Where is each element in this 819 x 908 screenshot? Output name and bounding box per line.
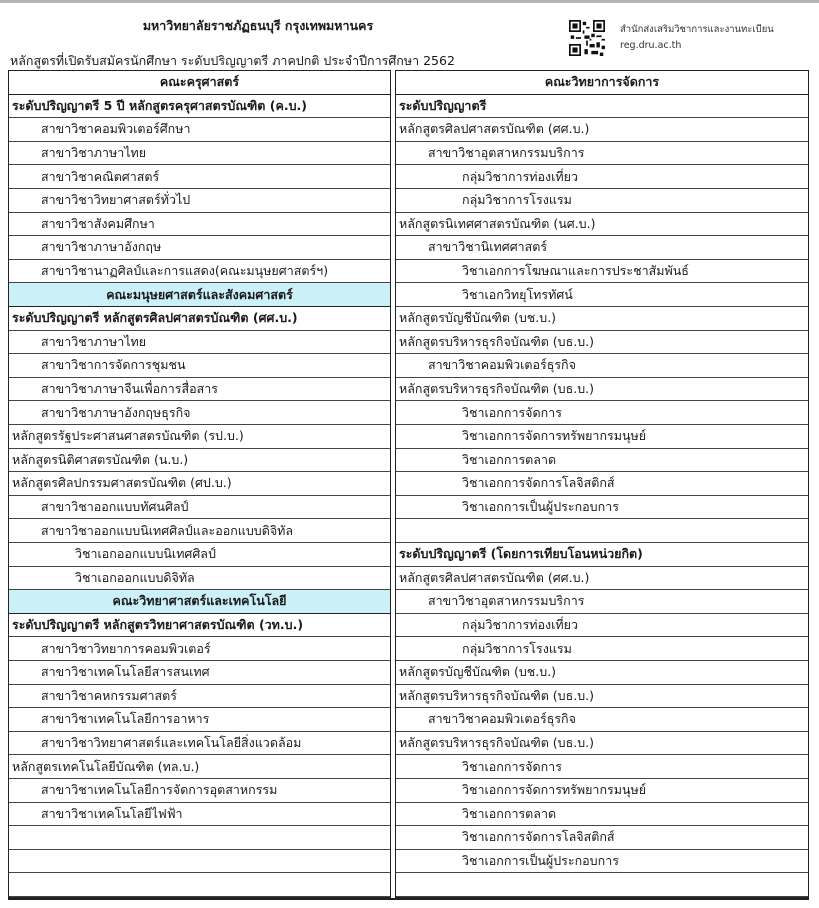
right-row-text: วิชาเอกวิทยุโทรทัศน์ <box>462 286 573 302</box>
right-program-row <box>396 236 808 260</box>
right-program-row <box>396 826 808 850</box>
right-row-text: วิชาเอกการตลาด <box>462 451 557 467</box>
right-program-column <box>395 70 809 898</box>
left-program-row <box>9 236 390 260</box>
right-program-row <box>396 590 808 614</box>
left-row-text: คณะครุศาสตร์ <box>159 74 240 90</box>
qr-code-icon <box>569 20 605 56</box>
right-program-row <box>396 260 808 284</box>
right-program-row <box>396 732 808 756</box>
right-row-text: หลักสูตรบริหารธุรกิจบัณฑิต (บธ.บ.) <box>399 381 594 397</box>
left-row-text: วิชาเอกออกแบบดิจิทัล <box>75 569 195 585</box>
left-row-text: สาขาวิชาวิทยาศาสตร์และเทคโนโลยีสิ่งแวดล้อม <box>41 735 302 751</box>
left-degree-level-row <box>9 307 390 331</box>
left-row-text: หลักสูตรนิติศาสตรบัณฑิต (น.บ.) <box>12 451 189 467</box>
right-row-text: วิชาเอกการเป็นผู้ประกอบการ <box>462 853 619 869</box>
left-row-text: สาขาวิชาภาษาอังกฤษ <box>41 239 162 255</box>
right-program-row <box>396 708 808 732</box>
left-program-row <box>9 165 390 189</box>
left-program-row <box>9 354 390 378</box>
left-row-text: คณะมนุษยศาสตร์และสังคมศาสตร์ <box>106 286 293 302</box>
right-row-text: หลักสูตรบัญชีบัณฑิต (บช.บ.) <box>399 310 557 326</box>
left-program-row <box>9 803 390 827</box>
left-faculty-header <box>9 283 390 307</box>
left-program-row <box>9 567 390 591</box>
left-row-text: สาขาวิชาสังคมศึกษา <box>41 215 155 231</box>
right-row-text: สาขาวิชาอุตสาหกรรมบริการ <box>428 145 585 161</box>
left-degree-level-row <box>9 95 390 119</box>
right-row-text: สาขาวิชาคอมพิวเตอร์ธุรกิจ <box>428 357 576 373</box>
left-blank-row <box>9 850 390 874</box>
left-blank-row <box>9 826 390 850</box>
document-subtitle: หลักสูตรที่เปิดรับสมัครนักศึกษา ระดับปริญญาตรี ภาคปกติ ประจำปีการศึกษา 2562 <box>10 53 455 68</box>
right-row-text: ระดับปริญญาตรี (โดยการเทียบโอนหน่วยกิต) <box>399 546 643 562</box>
right-program-row <box>396 283 808 307</box>
right-row-text: หลักสูตรนิเทศศาสตรบัณฑิต (นศ.บ.) <box>399 215 596 231</box>
bottom-border <box>8 898 809 900</box>
right-row-text: วิชาเอกการจัดการทรัพยากรมนุษย์ <box>462 782 647 798</box>
left-program-row <box>9 260 390 284</box>
left-row-text: ระดับปริญญาตรี 5 ปี หลักสูตรครุศาสตรบัณฑิต (ค.บ.) <box>12 97 307 113</box>
left-program-row <box>9 779 390 803</box>
right-row-text: สาขาวิชาอุตสาหกรรมบริการ <box>428 593 585 609</box>
right-program-row <box>396 803 808 827</box>
left-program-row <box>9 401 390 425</box>
left-program-row <box>9 543 390 567</box>
right-program-row <box>396 567 808 591</box>
right-program-row <box>396 307 808 331</box>
left-program-row <box>9 425 390 449</box>
right-row-text: หลักสูตรศิลปศาสตรบัณฑิต (ศศ.บ.) <box>399 569 590 585</box>
left-program-row <box>9 449 390 473</box>
top-border <box>0 0 819 3</box>
right-program-row <box>396 449 808 473</box>
right-program-row <box>396 850 808 874</box>
right-row-text: กลุ่มวิชาการโรงแรม <box>462 192 572 208</box>
left-faculty-header <box>9 590 390 614</box>
right-degree-level-row <box>396 543 808 567</box>
document-header <box>8 8 813 68</box>
left-row-text: สาขาวิชาออกแบบนิเทศศิลป์และออกแบบดิจิทัล <box>41 522 294 538</box>
left-faculty-header <box>9 71 390 95</box>
left-row-text: วิชาเอกออกแบบนิเทศศิลป์ <box>75 546 216 562</box>
right-program-row <box>396 755 808 779</box>
right-row-text: กลุ่มวิชาการท่องเที่ยว <box>462 168 578 184</box>
right-row-text: สาขาวิชาคอมพิวเตอร์ธุรกิจ <box>428 711 576 727</box>
left-row-text: สาขาวิชาการจัดการชุมชน <box>41 357 186 373</box>
right-program-row <box>396 779 808 803</box>
left-row-text: สาขาวิชาเทคโนโลยีการจัดการอุตสาหกรรม <box>41 782 278 798</box>
left-degree-level-row <box>9 614 390 638</box>
right-program-row <box>396 401 808 425</box>
right-row-text: หลักสูตรบริหารธุรกิจบัณฑิต (บธ.บ.) <box>399 333 594 349</box>
right-program-row <box>396 472 808 496</box>
left-program-row <box>9 472 390 496</box>
left-row-text: หลักสูตรศิลปกรรมศาสตรบัณฑิต (ศป.บ.) <box>12 475 232 491</box>
left-row-text: ระดับปริญญาตรี หลักสูตรวิทยาศาสตรบัณฑิต (วท.บ.) <box>12 617 304 633</box>
right-row-text: วิชาเอกการเป็นผู้ประกอบการ <box>462 499 619 515</box>
right-program-row <box>396 425 808 449</box>
left-program-row <box>9 755 390 779</box>
left-row-text: สาขาวิชาออกแบบทัศนศิลป์ <box>41 499 189 515</box>
right-program-row <box>396 118 808 142</box>
left-blank-row <box>9 873 390 897</box>
right-row-text: วิชาเอกการจัดการ <box>462 404 562 420</box>
right-row-text: หลักสูตรศิลปศาสตรบัณฑิต (ศศ.บ.) <box>399 121 590 137</box>
right-row-text: วิชาเอกการจัดการโลจิสติกส์ <box>462 829 615 845</box>
right-blank-row <box>396 519 808 543</box>
left-program-row <box>9 213 390 237</box>
right-row-text: วิชาเอกการจัดการ <box>462 758 562 774</box>
left-program-row <box>9 331 390 355</box>
left-program-row <box>9 661 390 685</box>
right-program-row <box>396 165 808 189</box>
right-faculty-header <box>396 71 808 95</box>
left-program-row <box>9 732 390 756</box>
right-program-row <box>396 614 808 638</box>
right-row-text: วิชาเอกการจัดการโลจิสติกส์ <box>462 475 615 491</box>
right-program-row <box>396 331 808 355</box>
right-row-text: สาขาวิชานิเทศศาสตร์ <box>428 239 548 255</box>
left-row-text: สาขาวิชาวิทยาการคอมพิวเตอร์ <box>41 640 211 656</box>
right-row-text: หลักสูตรบัญชีบัณฑิต (บช.บ.) <box>399 664 557 680</box>
right-program-row <box>396 213 808 237</box>
left-row-text: สาขาวิชาเทคโนโลยีสารสนเทศ <box>41 664 210 680</box>
right-program-row <box>396 142 808 166</box>
right-degree-level-row <box>396 95 808 119</box>
left-row-text: สาขาวิชาคอมพิวเตอร์ศึกษา <box>41 121 191 137</box>
right-row-text: หลักสูตรบริหารธุรกิจบัณฑิต (บธ.บ.) <box>399 687 594 703</box>
right-program-row <box>396 378 808 402</box>
left-row-text: คณะวิทยาศาสตร์และเทคโนโลยี <box>112 593 287 609</box>
left-program-row <box>9 378 390 402</box>
left-row-text: สาขาวิชาเทคโนโลยีการอาหาร <box>41 711 210 727</box>
left-row-text: สาขาวิชาภาษาไทย <box>41 333 147 349</box>
left-program-row <box>9 708 390 732</box>
left-row-text: สาขาวิชาคหกรรมศาสตร์ <box>41 687 177 703</box>
left-program-row <box>9 637 390 661</box>
right-program-row <box>396 354 808 378</box>
left-row-text: สาขาวิชาภาษาจีนเพื่อการสื่อสาร <box>41 381 218 397</box>
right-program-row <box>396 637 808 661</box>
right-program-row <box>396 496 808 520</box>
left-program-row <box>9 142 390 166</box>
right-row-text: ระดับปริญญาตรี <box>399 97 487 113</box>
left-program-row <box>9 685 390 709</box>
left-program-row <box>9 189 390 213</box>
right-row-text: วิชาเอกการตลาด <box>462 805 557 821</box>
left-row-text: สาขาวิชาวิทยาศาสตร์ทั่วไป <box>41 192 191 208</box>
left-row-text: ระดับปริญญาตรี หลักสูตรศิลปศาสตรบัณฑิต (ศศ.บ.) <box>12 310 298 326</box>
right-program-row <box>396 685 808 709</box>
right-blank-row <box>396 873 808 897</box>
left-program-row <box>9 519 390 543</box>
left-row-text: หลักสูตรรัฐประศาสนศาสตรบัณฑิต (รป.บ.) <box>12 428 244 444</box>
right-program-row <box>396 661 808 685</box>
left-program-row <box>9 118 390 142</box>
right-row-text: กลุ่มวิชาการท่องเที่ยว <box>462 617 578 633</box>
right-row-text: คณะวิทยาการจัดการ <box>544 74 660 90</box>
left-row-text: สาขาวิชาคณิตศาสตร์ <box>41 168 160 184</box>
office-name: สำนักส่งเสริมวิชาการและงานทะเบียน <box>620 24 774 35</box>
right-row-text: กลุ่มวิชาการโรงแรม <box>462 640 572 656</box>
website-url: reg.dru.ac.th <box>620 40 682 51</box>
right-row-text: วิชาเอกการโฆษณาและการประชาสัมพันธ์ <box>462 263 689 279</box>
university-title: มหาวิทยาลัยราชภัฏธนบุรี กรุงเทพมหานคร <box>142 18 374 33</box>
right-row-text: หลักสูตรบริหารธุรกิจบัณฑิต (บธ.บ.) <box>399 735 594 751</box>
left-row-text: หลักสูตรเทคโนโลยีบัณฑิต (ทล.บ.) <box>12 758 200 774</box>
left-program-column <box>8 70 391 898</box>
left-row-text: สาขาวิชานาฏศิลป์และการแสดง(คณะมนุษยศาสตร์ฯ) <box>41 263 329 279</box>
left-row-text: สาขาวิชาเทคโนโลยีไฟฟ้า <box>41 805 183 821</box>
left-row-text: สาขาวิชาภาษาอังกฤษธุรกิจ <box>41 404 191 420</box>
left-row-text: สาขาวิชาภาษาไทย <box>41 145 147 161</box>
left-program-row <box>9 496 390 520</box>
right-row-text: วิชาเอกการจัดการทรัพยากรมนุษย์ <box>462 428 647 444</box>
right-program-row <box>396 189 808 213</box>
